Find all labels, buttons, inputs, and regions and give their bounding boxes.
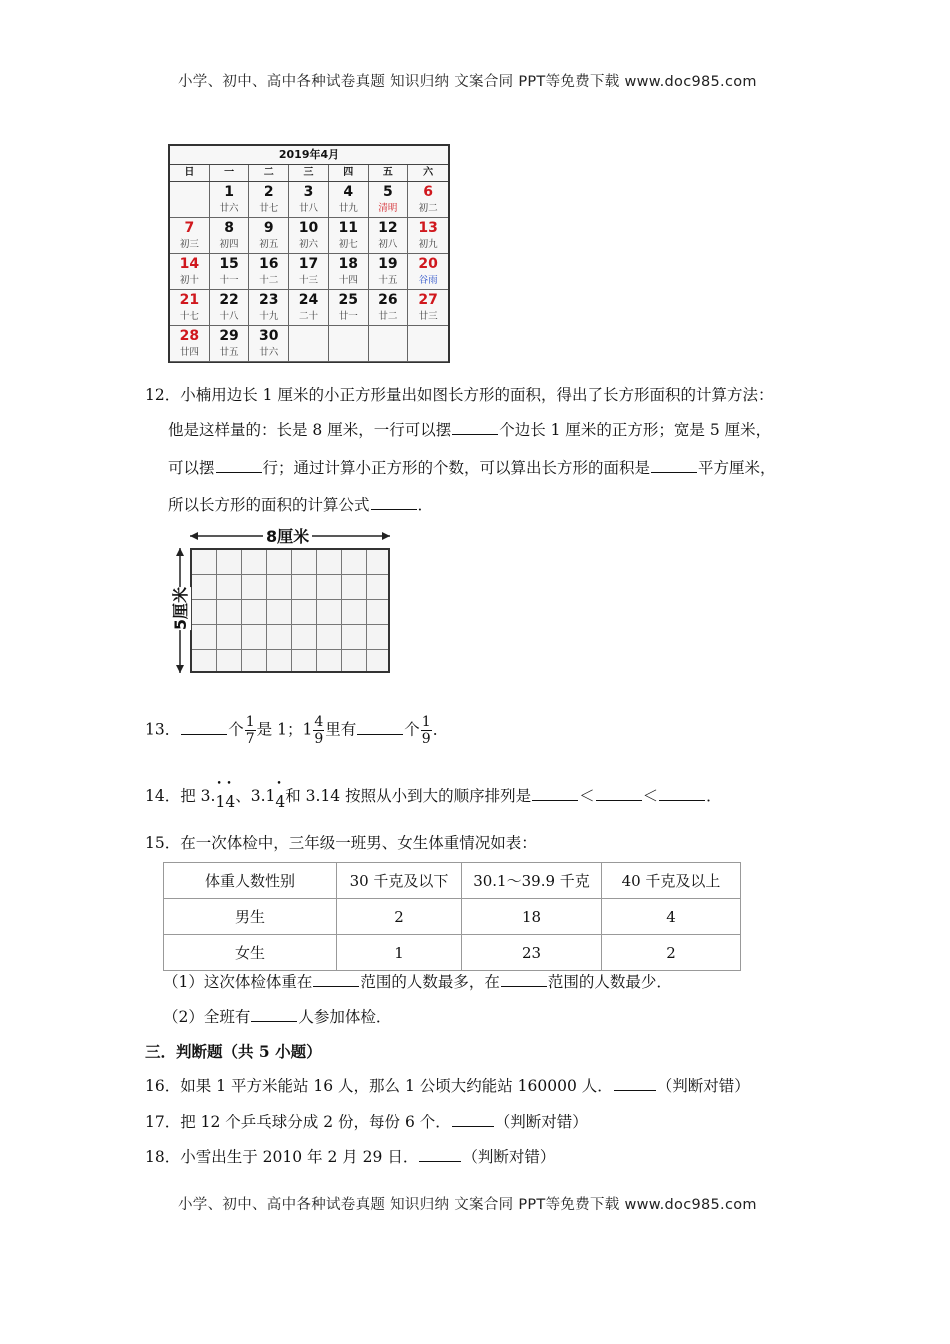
calendar-day-cell bbox=[329, 254, 369, 290]
day-number: 10 bbox=[298, 220, 319, 236]
fraction-one-ninth bbox=[421, 714, 432, 747]
lunar-date: 初八 bbox=[378, 239, 398, 250]
day-number: 5 bbox=[383, 184, 393, 200]
calendar-day-cell bbox=[170, 290, 210, 326]
lunar-date: 初五 bbox=[259, 239, 279, 250]
calendar-day-cell bbox=[210, 326, 250, 362]
day-number: 11 bbox=[338, 220, 358, 236]
less-than: ＜ bbox=[579, 787, 595, 805]
day-number: 7 bbox=[184, 220, 195, 236]
table-row bbox=[164, 935, 741, 971]
table-cell: 4 bbox=[602, 899, 741, 935]
q18-hint: （判断对错） bbox=[462, 1148, 556, 1166]
q13-line bbox=[145, 714, 448, 747]
calendar-day-cell bbox=[249, 254, 289, 290]
q13-blank-1[interactable] bbox=[181, 720, 227, 735]
calendar-day-cell bbox=[329, 182, 369, 218]
q14-end: ． bbox=[706, 787, 722, 805]
repeating-digit: • 4 bbox=[225, 793, 235, 811]
day-number: 2 bbox=[263, 184, 274, 200]
lunar-date: 初四 bbox=[219, 239, 239, 250]
table-cell: 2 bbox=[602, 935, 741, 971]
q14-b: 、3.1 bbox=[235, 787, 276, 805]
q12-blank-3[interactable] bbox=[651, 458, 697, 473]
lunar-date: 廿八 bbox=[298, 203, 318, 214]
lunar-date: 廿七 bbox=[259, 203, 279, 214]
day-number: 25 bbox=[338, 292, 358, 308]
day-number bbox=[329, 326, 368, 327]
q14-a: 14．把 3. bbox=[145, 787, 216, 805]
calendar-day-cell bbox=[249, 218, 289, 254]
calendar-day-cell bbox=[170, 254, 210, 290]
weekday-label: 三 bbox=[289, 165, 329, 181]
q18-blank[interactable] bbox=[419, 1147, 461, 1162]
q17-blank[interactable] bbox=[452, 1112, 494, 1127]
table-cell: 18 bbox=[462, 899, 602, 935]
calendar-day-cell bbox=[408, 254, 448, 290]
lunar-date: 初七 bbox=[338, 239, 358, 250]
day-number: 13 bbox=[418, 220, 438, 236]
calendar-day-cell bbox=[329, 290, 369, 326]
day-number: 20 bbox=[418, 256, 438, 272]
q15-sub2 bbox=[163, 1005, 391, 1027]
q13-t5: ． bbox=[432, 720, 449, 739]
day-number: 26 bbox=[378, 292, 398, 308]
day-number: 6 bbox=[423, 184, 434, 200]
calendar-weekdays bbox=[170, 165, 448, 182]
frac-den: 9 bbox=[314, 731, 324, 747]
calendar-day-cell bbox=[369, 254, 409, 290]
table-header-row bbox=[164, 863, 741, 899]
q13-t2: 是 1； bbox=[256, 720, 303, 739]
q12-l2a: 他是这样量的：长是 8 厘米，一行可以摆 bbox=[168, 421, 452, 439]
q16-hint: （判断对错） bbox=[656, 1077, 750, 1095]
frac-num: 1 bbox=[245, 714, 255, 730]
q17-hint: （判断对错） bbox=[494, 1113, 588, 1131]
rectangle-figure bbox=[168, 520, 398, 670]
q15-blank-2[interactable] bbox=[501, 972, 547, 987]
lunar-date: 二十 bbox=[298, 311, 318, 322]
calendar-day-cell bbox=[170, 326, 210, 362]
calendar-day-cell bbox=[289, 182, 329, 218]
lunar-date: 十八 bbox=[219, 311, 239, 322]
table-header-cell: 体重人数性别 bbox=[164, 863, 337, 899]
q16-blank[interactable] bbox=[614, 1076, 656, 1091]
lunar-date: 廿四 bbox=[179, 347, 199, 358]
day-number: 1 bbox=[224, 184, 234, 200]
q12-blank-2[interactable] bbox=[216, 458, 262, 473]
q15-s1b: 范围的人数最多，在 bbox=[360, 973, 500, 991]
q13-blank-2[interactable] bbox=[357, 720, 403, 735]
lunar-date: 初六 bbox=[298, 239, 318, 250]
lunar-date: 十七 bbox=[179, 311, 199, 322]
q13-t1: 个 bbox=[228, 720, 244, 739]
table-header-cell: 30.1～39.9 千克 bbox=[462, 863, 602, 899]
day-number: 28 bbox=[179, 328, 200, 344]
q17-line bbox=[145, 1110, 588, 1132]
weekday-label: 一 bbox=[210, 165, 250, 181]
lunar-date: 初三 bbox=[179, 239, 199, 250]
calendar-day-cell bbox=[289, 290, 329, 326]
lunar-date: 廿五 bbox=[219, 347, 239, 358]
day-number: 3 bbox=[303, 184, 314, 200]
q14-blank-3[interactable] bbox=[659, 786, 705, 801]
weekday-label: 五 bbox=[369, 165, 409, 181]
calendar-image bbox=[168, 144, 450, 363]
q15-title: 15．在一次体检中，三年级一班男、女生体重情况如表： bbox=[145, 834, 537, 852]
calendar-day-cell bbox=[289, 326, 329, 362]
q12-l3b: 行；通过计算小正方形的个数，可以算出长方形的面积是 bbox=[262, 459, 651, 477]
table-cell: 2 bbox=[337, 899, 462, 935]
lunar-date: 十四 bbox=[338, 275, 358, 286]
q15-s2a: （2）全班有 bbox=[163, 1008, 251, 1026]
calendar-day-cell bbox=[408, 290, 448, 326]
q18-line bbox=[145, 1145, 555, 1167]
day-number: 18 bbox=[338, 256, 358, 272]
calendar-day-cell bbox=[170, 182, 210, 218]
calendar-day-cell bbox=[210, 182, 250, 218]
lunar-date: 廿六 bbox=[259, 347, 279, 358]
calendar-day-cell bbox=[369, 290, 409, 326]
calendar-day-cell bbox=[210, 218, 250, 254]
calendar-day-cell bbox=[408, 182, 448, 218]
q12-line4 bbox=[168, 493, 433, 515]
q13-t4: 个 bbox=[404, 720, 420, 739]
width-label: 5厘米 bbox=[168, 587, 191, 630]
day-number bbox=[408, 326, 448, 327]
day-number: 4 bbox=[343, 184, 354, 200]
lunar-date: 十五 bbox=[378, 275, 398, 286]
lunar-date: 初九 bbox=[418, 239, 438, 250]
q12-l2b: 个边长 1 厘米的正方形；宽是 5 厘米， bbox=[499, 421, 772, 439]
lunar-date: 初二 bbox=[418, 203, 438, 214]
day-number: 27 bbox=[418, 292, 438, 308]
day-number bbox=[369, 326, 408, 327]
calendar-day-cell bbox=[329, 326, 369, 362]
q12-l4b: ． bbox=[417, 496, 434, 514]
lunar-date: 十二 bbox=[259, 275, 279, 286]
lunar-date: 初十 bbox=[179, 275, 199, 286]
weekday-label: 二 bbox=[249, 165, 289, 181]
q13-t3: 里有 bbox=[325, 720, 357, 739]
repeating-digit: • 4 bbox=[275, 793, 285, 811]
day-number: 29 bbox=[219, 328, 239, 344]
frac-den: 7 bbox=[245, 731, 255, 747]
calendar-day-cell bbox=[369, 326, 409, 362]
table-cell: 23 bbox=[462, 935, 602, 971]
frac-num: 1 bbox=[421, 714, 431, 730]
q16-line bbox=[145, 1074, 750, 1096]
section-heading: 三．判断题（共 5 小题） bbox=[145, 1042, 322, 1061]
table-row bbox=[164, 899, 741, 935]
lunar-date: 谷雨 bbox=[418, 275, 438, 286]
calendar-day-cell bbox=[408, 326, 448, 362]
calendar-day-cell bbox=[210, 290, 250, 326]
weekday-label: 六 bbox=[423, 167, 434, 178]
weekday-label: 四 bbox=[329, 165, 369, 181]
table-cell: 男生 bbox=[164, 899, 337, 935]
q17-text: 17．把 12 个乒乓球分成 2 份，每份 6 个． bbox=[145, 1113, 451, 1131]
calendar-day-cell bbox=[170, 218, 210, 254]
day-number: 16 bbox=[259, 256, 279, 272]
lunar-date: 廿一 bbox=[338, 311, 358, 322]
lunar-date: 十一 bbox=[219, 275, 239, 286]
table-header-cell: 30 千克及以下 bbox=[337, 863, 462, 899]
day-number bbox=[289, 326, 328, 327]
repeating-digit: • 1 bbox=[215, 793, 225, 811]
table-cell: 1 bbox=[337, 935, 462, 971]
calendar-day-cell bbox=[329, 218, 369, 254]
day-number: 24 bbox=[298, 292, 319, 308]
q12-l4a: 所以长方形的面积的计算公式 bbox=[168, 496, 370, 514]
q15-s1a: （1）这次体检体重在 bbox=[163, 973, 313, 991]
fraction-four-ninths bbox=[313, 714, 324, 747]
day-number: 17 bbox=[298, 256, 319, 272]
day-number: 30 bbox=[259, 328, 279, 344]
less-than: ＜ bbox=[642, 787, 659, 805]
calendar-day-cell bbox=[408, 218, 448, 254]
q12-line2 bbox=[168, 418, 771, 440]
calendar-day-cell bbox=[249, 326, 289, 362]
day-number: 14 bbox=[179, 256, 200, 272]
page-header: 小学、初中、高中各种试卷真题 知识归纳 文案合同 PPT等免费下载 www.doc985.com bbox=[178, 74, 757, 90]
q12-line3 bbox=[168, 456, 776, 478]
day-number: 9 bbox=[263, 220, 274, 236]
q12-l3a: 可以摆 bbox=[168, 459, 215, 477]
mixed-whole: 1 bbox=[302, 720, 313, 739]
day-number: 8 bbox=[224, 220, 234, 236]
calendar-day-cell bbox=[249, 290, 289, 326]
calendar-day-cell bbox=[369, 182, 409, 218]
q12-line1: 12．小楠用边长 1 厘米的小正方形量出如图长方形的面积，得出了长方形面积的计算方法： bbox=[145, 386, 774, 404]
day-number: 15 bbox=[219, 256, 239, 272]
q15-blank-3[interactable] bbox=[251, 1007, 297, 1022]
table-header-cell: 40 千克及以上 bbox=[602, 863, 741, 899]
day-number: 21 bbox=[179, 292, 200, 308]
table-cell: 女生 bbox=[164, 935, 337, 971]
calendar-day-cell bbox=[249, 182, 289, 218]
q18-text: 18．小雪出生于 2010 年 2 月 29 日． bbox=[145, 1148, 419, 1166]
page-footer: 小学、初中、高中各种试卷真题 知识归纳 文案合同 PPT等免费下载 www.doc985.com bbox=[178, 1197, 757, 1213]
q15-sub1 bbox=[163, 970, 672, 992]
q16-text: 16．如果 1 平方米能站 16 人，那么 1 公顷大约能站 160000 人． bbox=[145, 1077, 613, 1095]
lunar-date: 廿三 bbox=[418, 311, 438, 322]
lunar-date: 廿二 bbox=[378, 311, 398, 322]
day-number bbox=[170, 182, 209, 183]
frac-den: 9 bbox=[421, 731, 431, 747]
q15-s1c: 范围的人数最少． bbox=[547, 973, 672, 991]
day-number: 22 bbox=[219, 292, 239, 308]
day-number: 23 bbox=[259, 292, 279, 308]
q15-s2b: 人参加体检． bbox=[298, 1008, 392, 1026]
fraction-one-seventh bbox=[245, 714, 256, 747]
length-label: 8厘米 bbox=[263, 524, 312, 547]
calendar-day-cell bbox=[210, 254, 250, 290]
q14-c: 和 3.14 按照从小到大的顺序排列是 bbox=[285, 787, 532, 805]
q14-blank-2[interactable] bbox=[596, 786, 642, 801]
lunar-date: 十九 bbox=[259, 311, 279, 322]
q15-blank-1[interactable] bbox=[313, 972, 359, 987]
q14-blank-1[interactable] bbox=[532, 786, 578, 801]
calendar-day-cell bbox=[369, 218, 409, 254]
calendar-grid bbox=[170, 182, 448, 362]
weekday-label: 日 bbox=[170, 165, 210, 181]
q12-l3c: 平方厘米， bbox=[698, 459, 776, 477]
q13-number: 13． bbox=[145, 720, 181, 739]
q12-blank-4[interactable] bbox=[371, 495, 417, 510]
weight-table bbox=[163, 862, 741, 971]
unit-square-grid bbox=[190, 548, 390, 673]
calendar-day-cell bbox=[289, 254, 329, 290]
lunar-date: 廿六 bbox=[219, 203, 239, 214]
frac-num: 4 bbox=[314, 714, 324, 730]
calendar-day-cell bbox=[289, 218, 329, 254]
calendar-title: 2019年4月 bbox=[170, 146, 448, 165]
lunar-date: 十三 bbox=[298, 275, 318, 286]
lunar-date: 廿九 bbox=[338, 203, 358, 214]
day-number: 19 bbox=[378, 256, 398, 272]
day-number: 12 bbox=[378, 220, 398, 236]
q12-blank-1[interactable] bbox=[452, 420, 498, 435]
q14-line bbox=[145, 784, 722, 811]
lunar-date: 清明 bbox=[378, 203, 398, 214]
